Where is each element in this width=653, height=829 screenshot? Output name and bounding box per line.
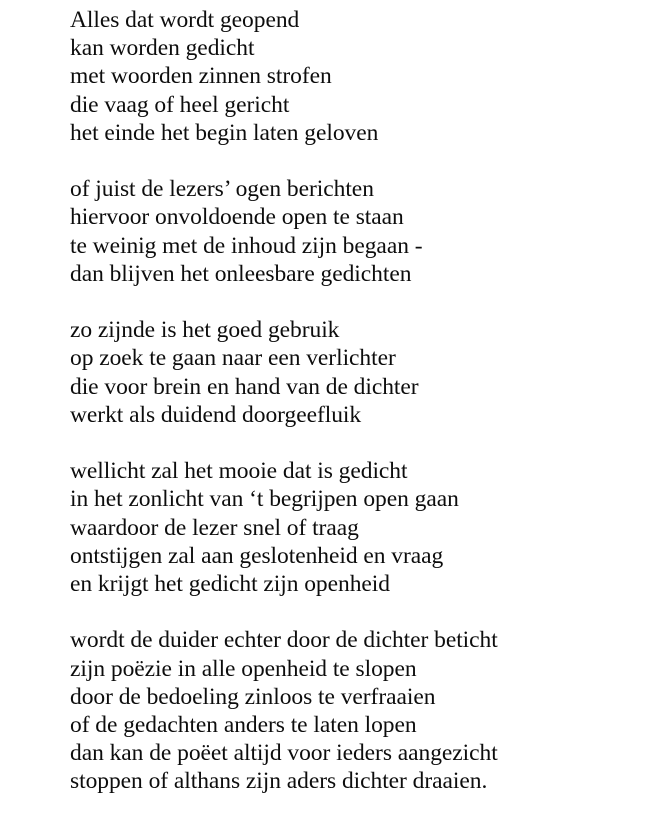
poem-line: door de bedoeling zinloos te verfraaien bbox=[70, 683, 436, 710]
poem-line: die vaag of heel gericht bbox=[70, 91, 290, 118]
poem-line: in het zonlicht van ‘t begrijpen open gaan bbox=[70, 486, 459, 513]
stanza bbox=[70, 175, 639, 288]
poem-line: het einde het begin laten geloven bbox=[70, 119, 379, 146]
stanza bbox=[70, 6, 639, 147]
poem-line: werkt als duidend doorgeefluik bbox=[70, 401, 362, 428]
poem-line: ontstijgen zal aan geslotenheid en vraag bbox=[70, 542, 444, 569]
poem-line: en krijgt het gedicht zijn openheid bbox=[70, 571, 390, 598]
poem-line: of juist de lezers’ ogen berichten bbox=[70, 176, 374, 203]
poem-line: zo zijnde is het goed gebruik bbox=[70, 317, 340, 344]
poem-line: Alles dat wordt geopend bbox=[70, 7, 300, 33]
poem-line: wordt de duider echter door de dichter beticht bbox=[70, 627, 498, 654]
poem-line: te weinig met de inhoud zijn begaan - bbox=[70, 232, 423, 259]
stanza bbox=[70, 457, 639, 598]
poem-line: met woorden zinnen strofen bbox=[70, 63, 332, 90]
poem-text-block bbox=[70, 6, 639, 796]
poem-line: op zoek te gaan naar een verlichter bbox=[70, 345, 396, 372]
stanza bbox=[70, 316, 639, 429]
poem-line: hiervoor onvoldoende open te staan bbox=[70, 204, 404, 231]
poem-line: dan kan de poëet altijd voor ieders aangezicht bbox=[70, 740, 498, 767]
poem-line: stoppen of althans zijn aders dichter draaien. bbox=[70, 768, 488, 795]
poem-line: zijn poëzie in alle openheid te slopen bbox=[70, 655, 417, 682]
poem-line: waardoor de lezer snel of traag bbox=[70, 514, 359, 541]
poem-line: dan blijven het onleesbare gedichten bbox=[70, 260, 412, 287]
poem-line: of de gedachten anders te laten lopen bbox=[70, 712, 417, 739]
poem-line: wellicht zal het mooie dat is gedicht bbox=[70, 458, 408, 485]
stanza bbox=[70, 626, 639, 795]
poem-line: die voor brein en hand van de dichter bbox=[70, 373, 419, 400]
poem-line: kan worden gedicht bbox=[70, 35, 255, 62]
